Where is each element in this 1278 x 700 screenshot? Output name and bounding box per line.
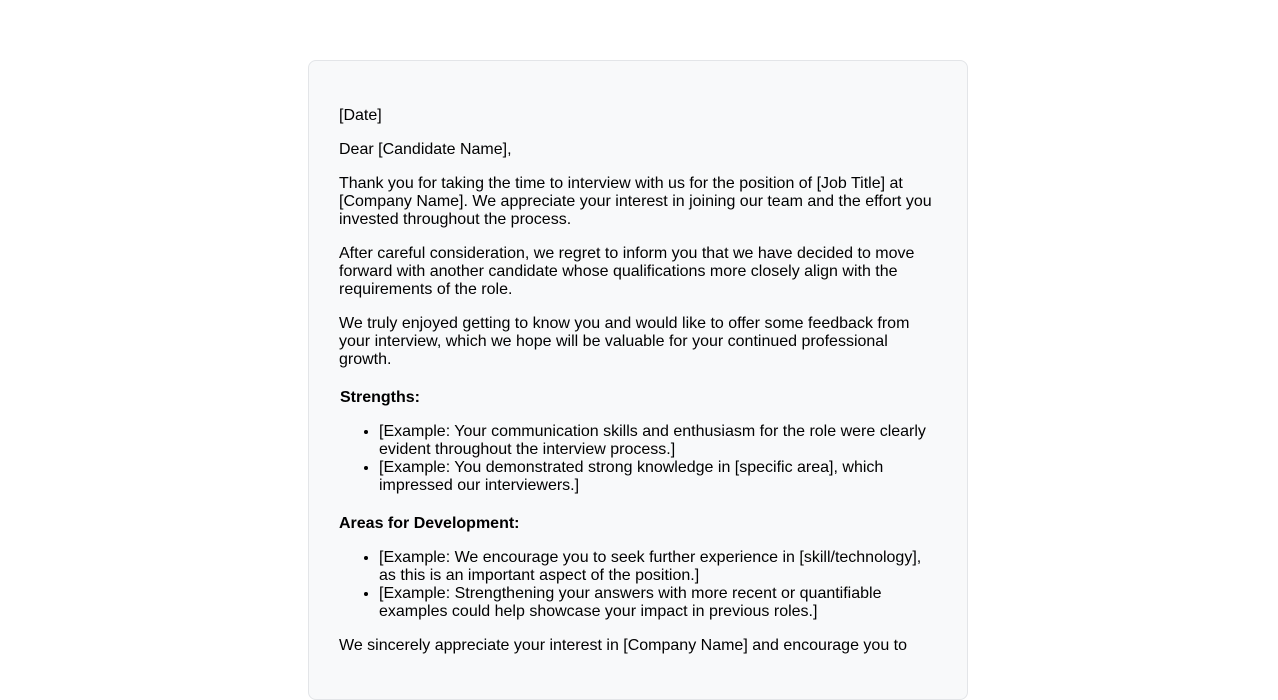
list-item: • [Example: We encourage you to seek further experience in [skill/technology], as this is an important aspect of the position.] bbox=[379, 549, 937, 585]
list-item: • [Example: Strengthening your answers with more recent or quantifiable examples could help showcase your impact in previous roles.] bbox=[379, 585, 937, 621]
letter-paragraph-feedback: We truly enjoyed getting to know you and would like to offer some feedback from your interview, which we hope will be valuable for your continued professional growth. bbox=[339, 315, 910, 368]
development-heading: Areas for Development: bbox=[339, 515, 520, 532]
development-list bbox=[339, 549, 937, 621]
list-item: • [Example: Your communication skills and enthusiasm for the role were clearly evident throughout the interview process.] bbox=[379, 423, 937, 459]
strengths-heading: Strengths: bbox=[340, 389, 420, 406]
list-item: • [Example: You demonstrated strong knowledge in [specific area], which impressed our interviewers.] bbox=[379, 459, 937, 495]
letter-salutation: Dear [Candidate Name], bbox=[339, 141, 512, 158]
letter-paragraph-intro: Thank you for taking the time to interview with us for the position of [Job Title] at [Company Name]. We appreciate your interest in joining our team and the effort you invested throughout the process. bbox=[339, 175, 932, 228]
letter-date: [Date] bbox=[339, 107, 382, 124]
letter-paragraph-closing: We sincerely appreciate your interest in [Company Name] and encourage you to bbox=[339, 637, 908, 654]
strengths-list bbox=[339, 423, 937, 495]
letter-paragraph-decision: After careful consideration, we regret to inform you that we have decided to move forward with another candidate whose qualifications more closely align with the requirements of the role. bbox=[339, 245, 915, 298]
letter-card bbox=[308, 60, 968, 700]
